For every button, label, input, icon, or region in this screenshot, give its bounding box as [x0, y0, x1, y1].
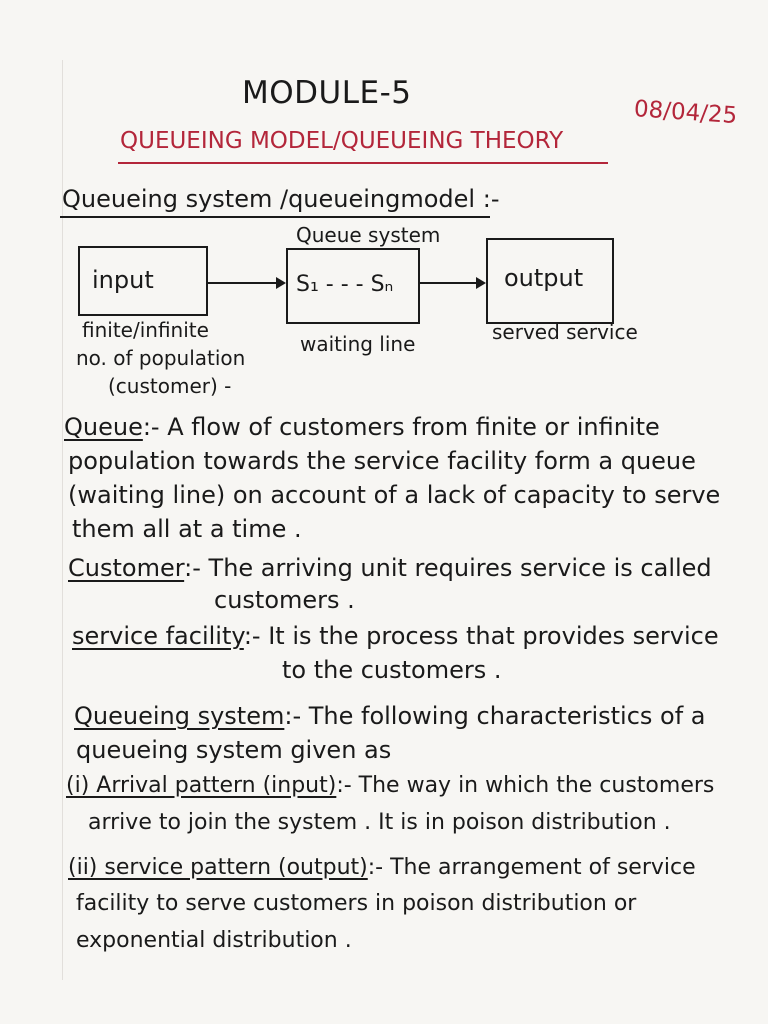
input-caption-line-1: finite/infinite — [82, 318, 209, 342]
server-label: S₁ - - - Sₙ — [296, 272, 394, 297]
input-caption-line-3: (customer) - — [108, 374, 232, 398]
note-line — [68, 483, 720, 507]
page-title: MODULE-5 — [242, 75, 412, 111]
date-note: 08/04/25 — [633, 96, 739, 130]
note-line — [76, 893, 636, 915]
definition-text: (waiting line) on account of a lack of capacity to serve — [68, 481, 721, 509]
note-line — [72, 624, 719, 648]
note-line — [66, 775, 714, 797]
note-line — [76, 930, 352, 952]
heading-underline — [60, 216, 490, 218]
arrow-input-to-queue — [206, 282, 284, 284]
input-box-label: input — [92, 266, 154, 294]
output-box-label: output — [504, 264, 584, 292]
note-line — [214, 588, 355, 612]
note-line — [64, 415, 660, 439]
queue-system-label: Queue system — [296, 223, 441, 247]
note-line — [74, 704, 706, 728]
queue-system-box — [286, 248, 420, 324]
definition-text: :- The following characteristics of a — [284, 702, 706, 730]
note-line — [76, 738, 391, 762]
note-line — [68, 556, 712, 580]
definition-text: queueing system given as — [76, 736, 392, 764]
definition-text: :- It is the process that provides service — [243, 622, 719, 650]
definition-text: facility to serve customers in poison distribution or — [76, 891, 637, 916]
term-customer: Customer — [68, 554, 185, 582]
term-queue: Queue — [64, 413, 143, 441]
term-service-facility: service facility — [72, 622, 244, 650]
definition-text: :- The arrangement of service — [367, 855, 696, 880]
definition-text: exponential distribution . — [76, 928, 352, 953]
definition-text: :- A flow of customers from finite or infinite — [142, 413, 660, 441]
definition-text: population towards the service facility form a queue — [68, 447, 696, 475]
note-line — [282, 658, 502, 682]
note-line — [88, 812, 671, 834]
input-caption-line-2: no. of population — [76, 346, 246, 370]
served-service-label: served service — [492, 320, 638, 344]
note-line — [72, 517, 302, 541]
definition-text: arrive to join the system . It is in poison distribution . — [88, 810, 671, 835]
note-line — [68, 449, 696, 473]
note-line — [68, 857, 696, 879]
definition-text: :- The arriving unit requires service is called — [184, 554, 712, 582]
subtitle: QUEUEING MODEL/QUEUEING THEORY — [120, 128, 564, 154]
definition-text: to the customers . — [282, 656, 502, 684]
waiting-line-label: waiting line — [300, 332, 416, 356]
term-service-pattern: (ii) service pattern (output) — [68, 855, 368, 880]
section-heading: Queueing system /queueingmodel :- — [62, 185, 500, 213]
input-box — [78, 246, 208, 316]
subtitle-underline — [118, 162, 608, 164]
term-arrival-pattern: (i) Arrival pattern (input) — [66, 773, 337, 798]
definition-text: customers . — [214, 586, 355, 614]
output-box — [486, 238, 614, 324]
definition-text: them all at a time . — [72, 515, 302, 543]
term-queueing-system: Queueing system — [74, 702, 285, 730]
arrow-queue-to-output — [418, 282, 484, 284]
definition-text: :- The way in which the customers — [336, 773, 715, 798]
